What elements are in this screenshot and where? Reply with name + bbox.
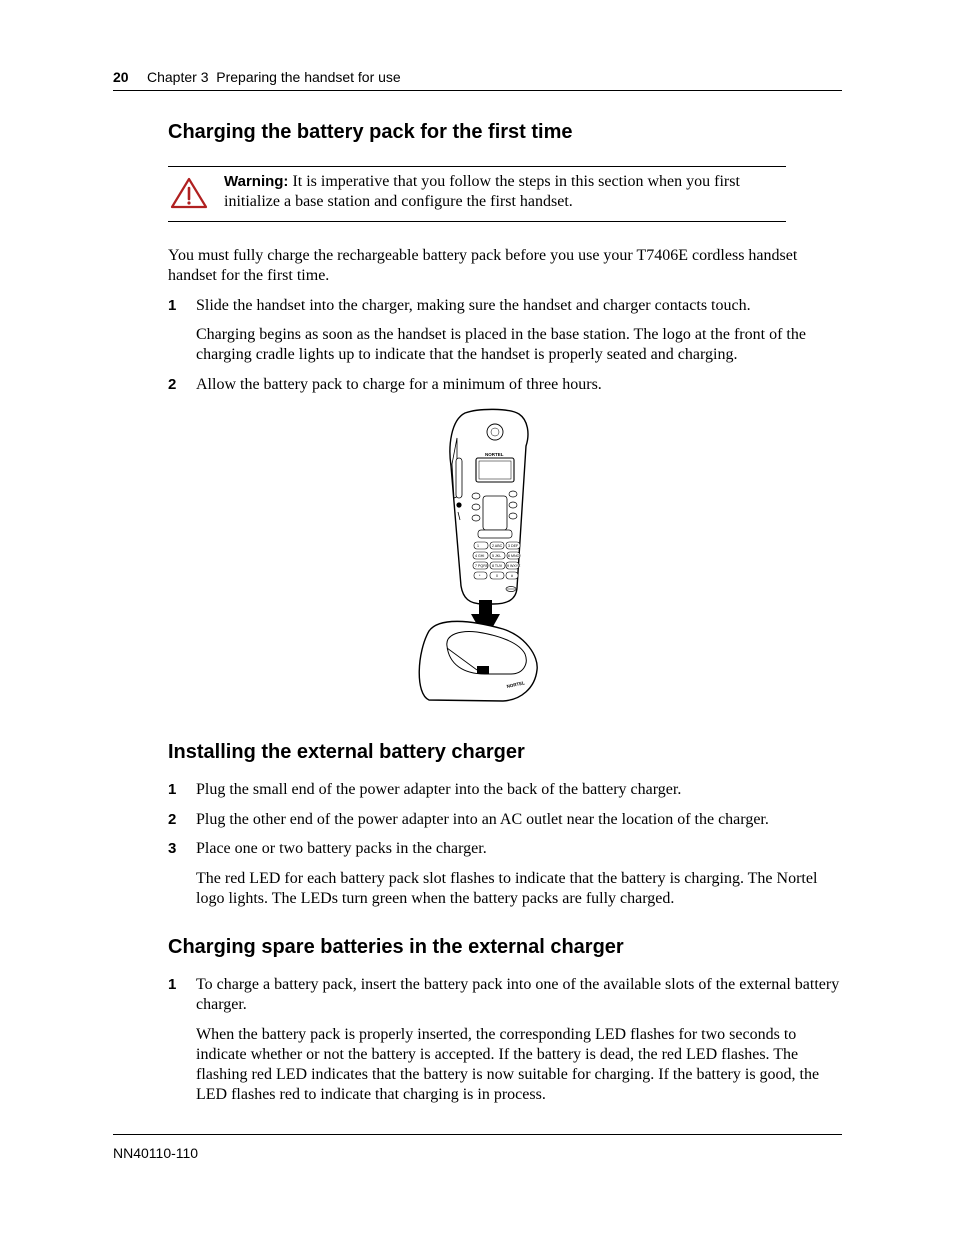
- section-heading-external-charger: Installing the external battery charger: [168, 741, 525, 763]
- keypad-key: 3 DEF: [508, 544, 519, 548]
- step-number: 3: [168, 840, 177, 857]
- keypad-key: 1: [477, 544, 479, 548]
- keypad-key: #: [511, 574, 513, 578]
- charging-cradle: [419, 621, 537, 701]
- keypad-key: 2 ABC: [492, 544, 503, 548]
- keypad-key: 0: [496, 574, 498, 578]
- step-text: Slide the handset into the charger, making sure the handset and charger contacts touch.: [196, 297, 751, 314]
- step-number: 1: [168, 297, 177, 314]
- warning-box: [168, 166, 786, 222]
- warning-label: Warning:: [224, 173, 289, 190]
- keypad-key: *: [479, 574, 481, 578]
- warning-triangle-icon: [170, 177, 208, 209]
- keypad-key: 9 WXYZ: [507, 564, 521, 568]
- step-text: Allow the battery pack to charge for a minimum of three hours.: [196, 376, 602, 393]
- step-note: Charging begins as soon as the handset is placed in the base station. The logo at the front of the charging cradle lights up to indicate that the handset is properly seated and charging.: [196, 326, 806, 363]
- cradle-brand-text: NORTEL: [506, 680, 526, 689]
- page-footer: [113, 1134, 842, 1161]
- keypad-key: 6 MNO: [508, 554, 520, 558]
- handset: [450, 409, 528, 604]
- keypad-key: 5 JKL: [492, 554, 502, 558]
- step-number: 1: [168, 781, 177, 798]
- keypad-key: 8 TUV: [492, 564, 503, 568]
- page-number: 20: [113, 69, 129, 85]
- warning-text: It is imperative that you follow the steps in this section when you first initialize a base station and configure the first handset.: [224, 173, 740, 210]
- step-number: 2: [168, 811, 177, 828]
- step-text: Plug the other end of the power adapter into an AC outlet near the location of the charger.: [196, 811, 769, 828]
- warning-text-block: [224, 172, 786, 212]
- chapter-title: Chapter 3 Preparing the handset for use: [147, 69, 401, 85]
- page-header: [113, 68, 842, 91]
- section-heading-charging-first-time: Charging the battery pack for the first time: [168, 121, 573, 143]
- handset-brand-text: NORTEL: [485, 452, 504, 457]
- step-number: 1: [168, 976, 177, 993]
- intro-paragraph: You must fully charge the rechargeable battery pack before you use your T7406E cordless handset handset for the first time.: [168, 247, 798, 284]
- section-heading-spare-batteries: Charging spare batteries in the external charger: [168, 936, 624, 958]
- keypad-key: 4 GHI: [475, 554, 485, 558]
- step-text: Place one or two battery packs in the charger.: [196, 840, 487, 857]
- step-text: Plug the small end of the power adapter into the back of the battery charger.: [196, 781, 682, 798]
- document-number: NN40110-110: [113, 1145, 199, 1161]
- step-note: When the battery pack is properly inserted, the corresponding LED flashes for two seconds to indicate whether or not the battery is accepted. If the battery is dead, the red LED flashes. The flashing red LED indicates that the battery is now suitable for charging. If the battery is good, the LED flashes red to indicate that charging is in process.: [196, 1026, 820, 1103]
- step-note: The red LED for each battery pack slot flashes to indicate that the battery is charging. The Nortel logo lights. The LEDs turn green when the battery packs are fully charged.: [196, 870, 818, 907]
- step-number: 2: [168, 376, 177, 393]
- step-text: To charge a battery pack, insert the battery pack into one of the available slots of the external battery charger.: [196, 976, 840, 1013]
- handset-charger-illustration: [413, 408, 543, 708]
- keypad-key: 7 PQRS: [475, 564, 489, 568]
